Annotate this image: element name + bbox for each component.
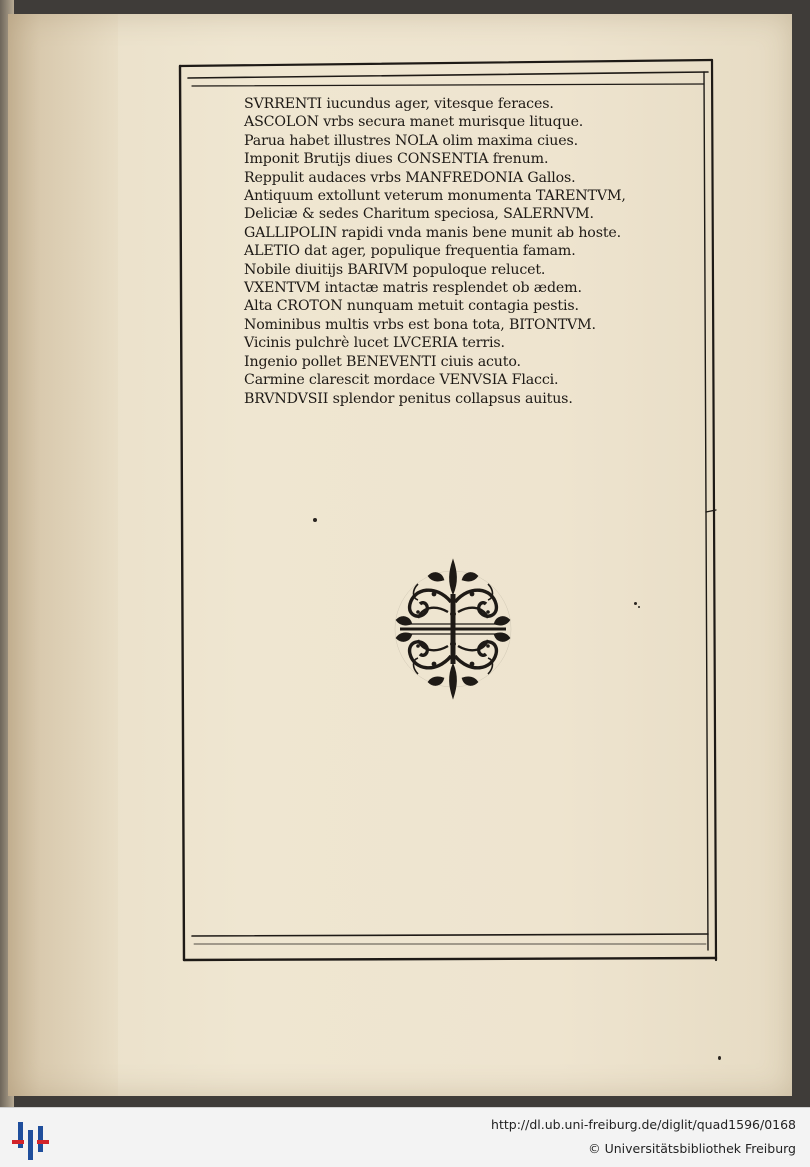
book-page — [8, 14, 792, 1096]
verse-line: BRVNDVSII splendor penitus collapsus auitus. — [244, 390, 573, 407]
verse-line: Imponit Brutijs diues CONSENTIA frenum. — [244, 151, 549, 168]
floral-ornament-icon — [388, 554, 518, 704]
viewer-footer — [0, 1107, 810, 1167]
page-permalink[interactable]: http://dl.ub.uni-freiburg.de/diglit/quad1596/0168 — [491, 1117, 796, 1132]
verse-line: Ingenio pollet BENEVENTI ciuis acuto. — [244, 353, 521, 370]
verse-line: ASCOLON vrbs secura manet murisque lituque. — [244, 114, 584, 131]
verse-line: Nobile diuitijs BARIVM populoque relucet. — [244, 261, 546, 278]
verse-line: Carmine clarescit mordace VENVSIA Flacci. — [244, 372, 559, 389]
ink-speck — [638, 606, 640, 608]
verse-line: Alta CROTON nunquam metuit contagia pestis. — [244, 298, 579, 315]
verse-line: Parua habet illustres NOLA olim maxima ciues. — [244, 132, 578, 149]
verse-line: VXENTVM intactæ matris resplendet ob ædem. — [244, 280, 582, 297]
verse-line: ALETIO dat ager, populique frequentia famam. — [244, 243, 576, 260]
verse-line: GALLIPOLIN rapidi vnda manis bene munit ab hoste. — [244, 224, 621, 241]
poem-text — [244, 95, 704, 408]
ink-speck — [313, 518, 317, 522]
ink-speck — [634, 602, 637, 605]
verse-line: SVRRENTI iucundus ager, vitesque feraces. — [244, 96, 554, 112]
ink-speck — [718, 1056, 721, 1060]
verse-line: Vicinis pulchrè lucet LVCERIA terris. — [244, 335, 505, 352]
library-logo-icon[interactable] — [10, 1118, 52, 1160]
verse-line: Antiquum extollunt veterum monumenta TARENTVM, — [244, 188, 626, 205]
verse-line: Reppulit audaces vrbs MANFREDONIA Gallos. — [244, 169, 576, 186]
verse-line: Nominibus multis vrbs est bona tota, BITONTVM. — [244, 316, 596, 333]
verse-line: Deliciæ & sedes Charitum speciosa, SALERNVM. — [244, 206, 594, 223]
copyright-notice: © Universitätsbibliothek Freiburg — [588, 1141, 796, 1156]
